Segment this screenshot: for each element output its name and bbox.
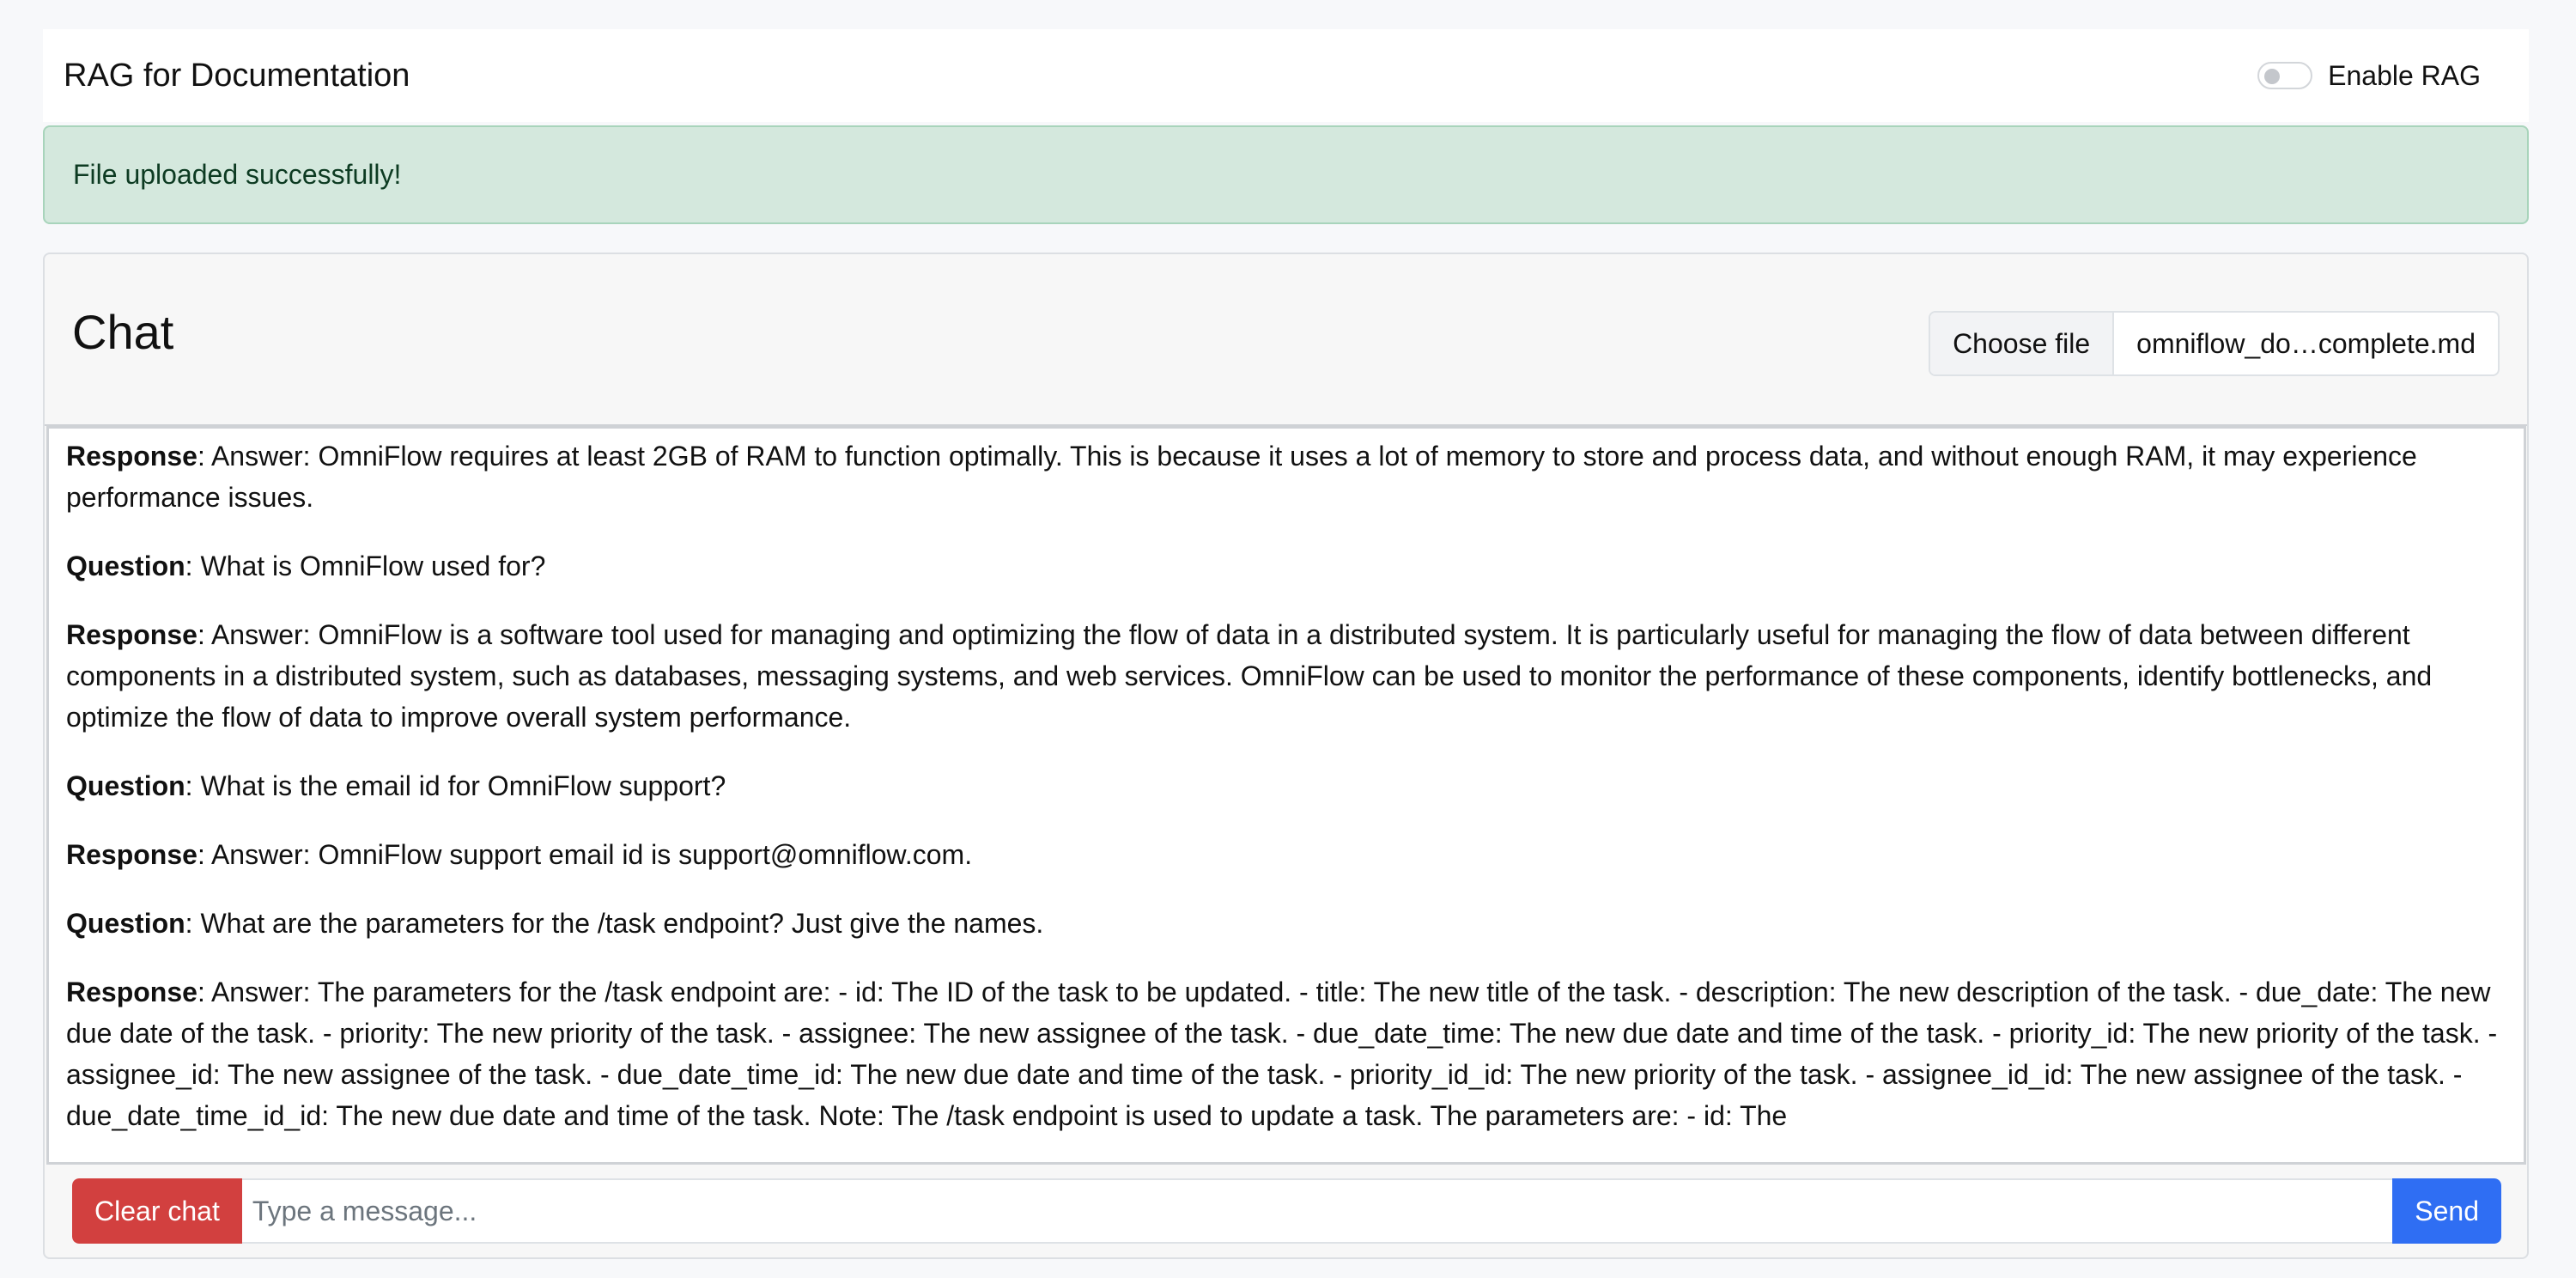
question-message [66,545,2506,587]
send-button[interactable]: Send [2392,1178,2501,1244]
message-text: : What is OmniFlow used for? [185,551,546,581]
response-message [66,614,2506,738]
message-input[interactable] [242,1178,2392,1244]
message-role-label: Question [66,551,185,581]
message-input-row [72,1178,2501,1244]
message-text: : What is the email id for OmniFlow support? [185,770,726,801]
response-message [66,971,2506,1136]
response-message [66,834,2506,875]
message-role-label: Response [66,977,197,1007]
message-text: : Answer: OmniFlow support email id is support@omniflow.com. [197,839,973,870]
chat-card-header [45,254,2527,426]
chat-messages[interactable] [46,426,2526,1165]
top-navbar [43,29,2529,122]
choose-file-button[interactable]: Choose file [1930,313,2114,374]
alert-text: File uploaded successfully! [73,159,402,190]
selected-file-name: omniflow_do…complete.md [2136,327,2476,359]
message-role-label: Response [66,619,197,650]
clear-chat-button[interactable]: Clear chat [72,1178,242,1244]
message-text: : Answer: OmniFlow is a software tool used for managing and optimizing the flow of data in a distributed system. It is particularly useful for managing the flow of data between different components in a distributed system, such as databases, messaging systems, and web services. OmniFlow can be used to monitor the performance of these components, identify bottlenecks, and optimize the flow of data to improve overall system performance. [66,619,2433,733]
chat-title: Chat [72,305,174,359]
message-text: : Answer: OmniFlow requires at least 2GB of RAM to function optimally. This is because it uses a lot of memory to store and process data, and without enough RAM, it may experience performance issues. [66,441,2417,513]
switch-knob [2264,69,2280,84]
question-message [66,765,2506,806]
enable-rag-toggle[interactable] [2257,60,2481,92]
message-role-label: Question [66,770,185,801]
app-title: RAG for Documentation [64,57,410,94]
rag-switch[interactable] [2257,62,2312,89]
message-role-label: Response [66,839,197,870]
question-message [66,903,2506,944]
file-upload-input[interactable] [1929,311,2500,376]
message-role-label: Question [66,908,185,939]
upload-success-alert [43,125,2529,224]
message-text: : Answer: The parameters for the /task endpoint are: - id: The ID of the task to be updated. - title: The new title of the task. - description: The new description of the task. - due_date: The new due date of the task. - priority: The new priority of the task. - assignee: The new assignee of the task. - due_date_time: The new due date and time of the task. - priority_id: The new priority of the task. - assignee_id: The new assignee of the task. - due_date_time_id: The new due date and time of the task. - priority_id_id: The new priority of the task. - assignee_id_id: The new assignee of the task. - due_date_time_id_id: The new due date and time of the task. Note: The /task endpoint is used to update a task. The parameters are: - id: The [66,977,2498,1131]
enable-rag-label[interactable]: Enable RAG [2328,59,2481,91]
message-role-label: Response [66,441,197,472]
response-message [66,435,2506,518]
message-text: : What are the parameters for the /task endpoint? Just give the names. [185,908,1044,939]
chat-card [43,253,2529,1259]
